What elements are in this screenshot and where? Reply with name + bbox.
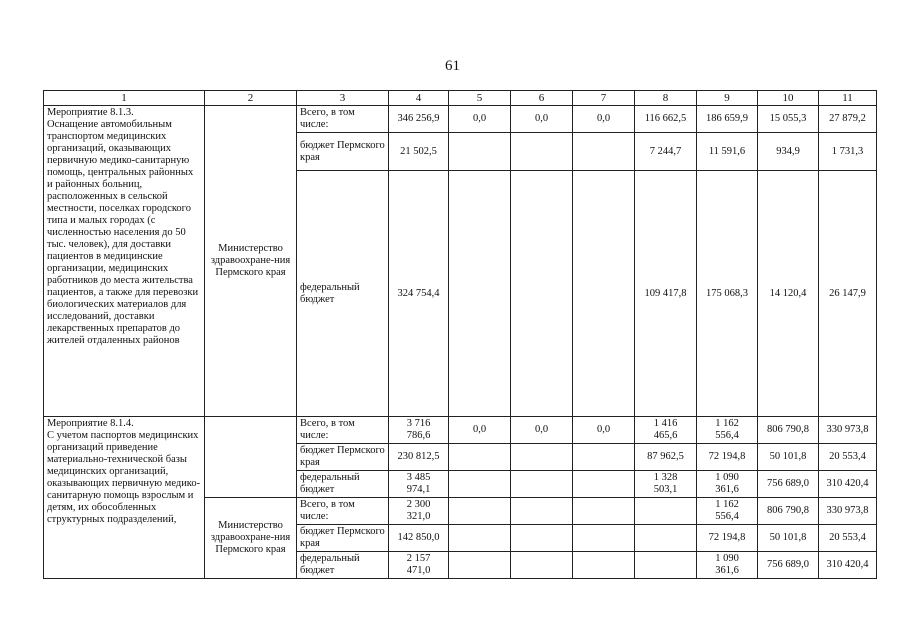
source-cell: федеральный бюджет bbox=[297, 171, 389, 417]
value-cell: 7 244,7 bbox=[635, 133, 697, 171]
value-cell bbox=[635, 498, 697, 525]
value-cell: 26 147,9 bbox=[819, 171, 877, 417]
source-cell: бюджет Пермского края bbox=[297, 133, 389, 171]
value-cell: 324 754,4 bbox=[389, 171, 449, 417]
value-cell: 0,0 bbox=[511, 417, 573, 444]
value-cell: 27 879,2 bbox=[819, 106, 877, 133]
source-cell: бюджет Пермского края bbox=[297, 444, 389, 471]
col-header-1: 1 bbox=[44, 91, 205, 106]
value-cell: 1 731,3 bbox=[819, 133, 877, 171]
value-cell bbox=[573, 133, 635, 171]
value-cell: 230 812,5 bbox=[389, 444, 449, 471]
col-header-7: 7 bbox=[573, 91, 635, 106]
value-cell bbox=[449, 471, 511, 498]
value-cell bbox=[449, 525, 511, 552]
value-cell: 1 328 503,1 bbox=[635, 471, 697, 498]
value-cell: 87 962,5 bbox=[635, 444, 697, 471]
value-cell bbox=[573, 444, 635, 471]
value-cell: 0,0 bbox=[449, 106, 511, 133]
value-cell bbox=[449, 498, 511, 525]
value-cell: 346 256,9 bbox=[389, 106, 449, 133]
source-cell: Всего, в том числе: bbox=[297, 417, 389, 444]
value-cell bbox=[511, 444, 573, 471]
value-cell: 0,0 bbox=[511, 106, 573, 133]
value-cell bbox=[511, 171, 573, 417]
col-header-6: 6 bbox=[511, 91, 573, 106]
value-cell bbox=[511, 471, 573, 498]
col-header-3: 3 bbox=[297, 91, 389, 106]
page-number: 61 bbox=[445, 58, 460, 74]
value-cell: 310 420,4 bbox=[819, 471, 877, 498]
value-cell: 11 591,6 bbox=[697, 133, 758, 171]
value-cell: 109 417,8 bbox=[635, 171, 697, 417]
activity-814-description: Мероприятие 8.1.4. С учетом паспортов медицинских организаций приведение материально-технической базы медицинских организаций, оказывающих первичную медико-санитарную помощь взрослым и детям, их обособленных структурных подразделений, bbox=[44, 417, 205, 579]
value-cell: 3 716 786,6 bbox=[389, 417, 449, 444]
value-cell: 20 553,4 bbox=[819, 525, 877, 552]
value-cell: 186 659,9 bbox=[697, 106, 758, 133]
header-row bbox=[44, 91, 877, 106]
value-cell: 15 055,3 bbox=[758, 106, 819, 133]
value-cell: 142 850,0 bbox=[389, 525, 449, 552]
col-header-11: 11 bbox=[819, 91, 877, 106]
value-cell: 1 162 556,4 bbox=[697, 417, 758, 444]
col-header-9: 9 bbox=[697, 91, 758, 106]
value-cell bbox=[511, 498, 573, 525]
value-cell: 806 790,8 bbox=[758, 417, 819, 444]
value-cell bbox=[573, 552, 635, 579]
value-cell bbox=[449, 171, 511, 417]
value-cell: 330 973,8 bbox=[819, 498, 877, 525]
value-cell bbox=[511, 133, 573, 171]
value-cell bbox=[573, 171, 635, 417]
value-cell: 50 101,8 bbox=[758, 525, 819, 552]
value-cell bbox=[573, 498, 635, 525]
value-cell: 1 090 361,6 bbox=[697, 471, 758, 498]
value-cell: 21 502,5 bbox=[389, 133, 449, 171]
value-cell: 14 120,4 bbox=[758, 171, 819, 417]
value-cell: 175 068,3 bbox=[697, 171, 758, 417]
value-cell: 0,0 bbox=[573, 106, 635, 133]
col-header-2: 2 bbox=[205, 91, 297, 106]
value-cell: 2 300 321,0 bbox=[389, 498, 449, 525]
value-cell: 1 090 361,6 bbox=[697, 552, 758, 579]
value-cell bbox=[449, 552, 511, 579]
value-cell: 330 973,8 bbox=[819, 417, 877, 444]
source-cell: Всего, в том числе: bbox=[297, 498, 389, 525]
value-cell: 72 194,8 bbox=[697, 525, 758, 552]
col-header-4: 4 bbox=[389, 91, 449, 106]
value-cell: 756 689,0 bbox=[758, 471, 819, 498]
value-cell bbox=[511, 552, 573, 579]
value-cell: 20 553,4 bbox=[819, 444, 877, 471]
source-cell: федеральный бюджет bbox=[297, 552, 389, 579]
value-cell: 756 689,0 bbox=[758, 552, 819, 579]
value-cell bbox=[449, 133, 511, 171]
value-cell: 1 162 556,4 bbox=[697, 498, 758, 525]
value-cell: 2 157 471,0 bbox=[389, 552, 449, 579]
value-cell: 50 101,8 bbox=[758, 444, 819, 471]
activity-813-ministry: Министерство здравоохране-ния Пермского края bbox=[205, 106, 297, 417]
value-cell: 1 416 465,6 bbox=[635, 417, 697, 444]
table-row bbox=[44, 417, 877, 444]
value-cell: 934,9 bbox=[758, 133, 819, 171]
value-cell: 310 420,4 bbox=[819, 552, 877, 579]
value-cell: 3 485 974,1 bbox=[389, 471, 449, 498]
value-cell: 0,0 bbox=[573, 417, 635, 444]
value-cell bbox=[573, 471, 635, 498]
value-cell bbox=[511, 525, 573, 552]
value-cell bbox=[635, 525, 697, 552]
value-cell: 806 790,8 bbox=[758, 498, 819, 525]
table-row bbox=[44, 106, 877, 133]
budget-table bbox=[43, 90, 877, 579]
source-cell: бюджет Пермского края bbox=[297, 525, 389, 552]
col-header-5: 5 bbox=[449, 91, 511, 106]
value-cell: 72 194,8 bbox=[697, 444, 758, 471]
activity-814-ministry: Министерство здравоохране-ния Пермского края bbox=[205, 498, 297, 579]
value-cell bbox=[635, 552, 697, 579]
value-cell: 116 662,5 bbox=[635, 106, 697, 133]
col-header-10: 10 bbox=[758, 91, 819, 106]
activity-814-ministry-empty bbox=[205, 417, 297, 498]
activity-813-description: Мероприятие 8.1.3. Оснащение автомобильным транспортом медицинских организаций, оказывающих первичную медико-санитарную помощь, центральных районных и районных больниц, расположенных в сельской местности, поселках городского типа и малых городах (с численностью населения до 50 тыс. человек), для доставки пациентов в медицинские организации, медицинских работников до места жительства пациентов, а также для перевозки биологических материалов для исследований, доставки лекарственных препаратов до жителей отдаленных районов bbox=[44, 106, 205, 417]
value-cell bbox=[573, 525, 635, 552]
value-cell bbox=[449, 444, 511, 471]
value-cell: 0,0 bbox=[449, 417, 511, 444]
source-cell: Всего, в том числе: bbox=[297, 106, 389, 133]
source-cell: федеральный бюджет bbox=[297, 471, 389, 498]
col-header-8: 8 bbox=[635, 91, 697, 106]
